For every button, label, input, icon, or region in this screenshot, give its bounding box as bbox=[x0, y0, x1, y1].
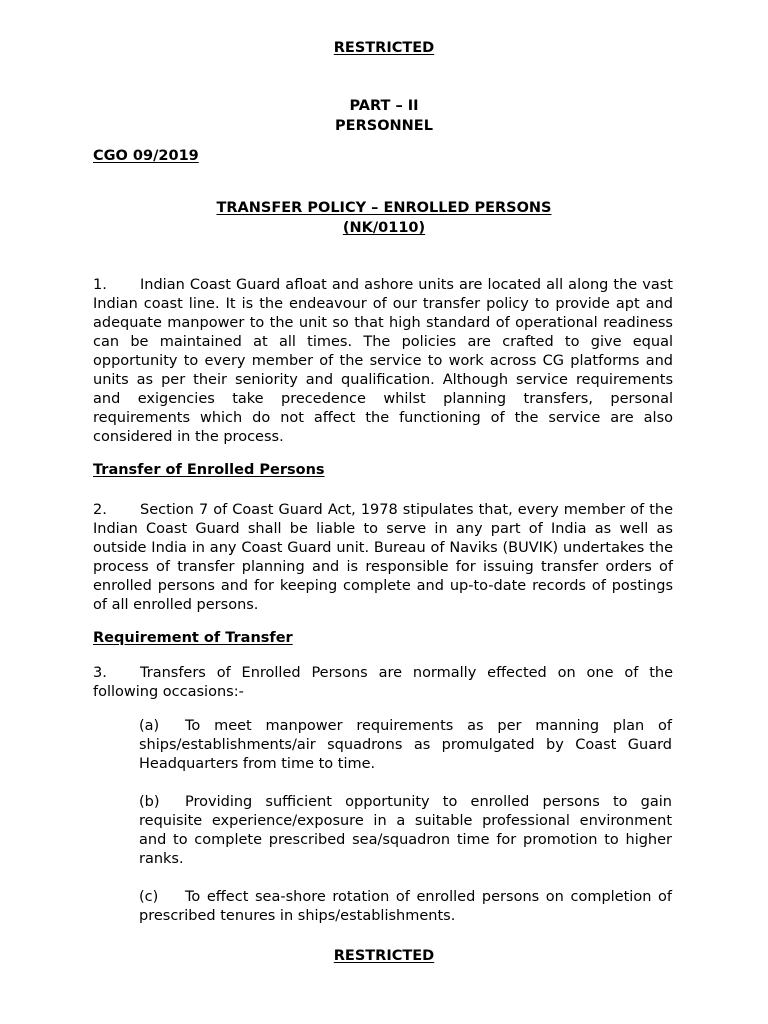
sub-item-c bbox=[139, 888, 672, 926]
paragraph-number: 2. bbox=[93, 502, 107, 518]
sub-item-a bbox=[139, 717, 672, 774]
paragraph-text: Section 7 of Coast Guard Act, 1978 stipulates that, every member of the Indian Coast Guard shall be liable to serve in any part of India as well as outside India in any Coast Guard unit. Bureau of Naviks (BUVIK) undertakes the process of transfer planning and is responsible for issuing transfer orders of enrolled persons and for keeping complete and up-to-date records of postings of all enrolled persons. bbox=[93, 502, 673, 613]
paragraph-number: 3. bbox=[93, 665, 107, 681]
paragraph-2 bbox=[93, 501, 673, 615]
paragraph-3 bbox=[93, 664, 673, 702]
sub-item-text: Providing sufficient opportunity to enrolled persons to gain requisite experience/exposure in a suitable professional environment and to complete prescribed sea/squadron time for promotion to higher ranks. bbox=[139, 794, 672, 867]
document-title: TRANSFER POLICY – ENROLLED PERSONS bbox=[216, 200, 552, 216]
sub-item-label: (c) bbox=[139, 889, 159, 905]
sub-item-label: (b) bbox=[139, 794, 160, 810]
paragraph-text: Indian Coast Guard afloat and ashore units are located all along the vast Indian coast line. It is the endeavour of our transfer policy to provide apt and adequate manpower to the unit so that high standard of operational readiness can be maintained at all times. The policies are crafted to give equal opportunity to every member of the service to work across CG platforms and units as per their seniority and qualification. Although service requirements and exigencies take precedence whilst planning transfers, personal requirements which do not affect the functioning of the service are also considered in the process. bbox=[93, 277, 673, 445]
heading-transfer-of-enrolled-persons: Transfer of Enrolled Persons bbox=[93, 462, 325, 478]
sub-item-label: (a) bbox=[139, 718, 160, 734]
paragraph-1 bbox=[93, 276, 673, 447]
part-label: PART – II bbox=[349, 98, 419, 114]
file-reference: (NK/0110) bbox=[342, 220, 426, 236]
order-reference: CGO 09/2019 bbox=[93, 148, 199, 164]
paragraph-text: Transfers of Enrolled Persons are normally effected on one of the following occasions:- bbox=[93, 665, 673, 700]
classification-footer: RESTRICTED bbox=[333, 948, 435, 964]
classification-header: RESTRICTED bbox=[333, 40, 435, 56]
paragraph-number: 1. bbox=[93, 277, 107, 293]
sub-item-text: To meet manpower requirements as per manning plan of ships/establishments/air squadrons as promulgated by Coast Guard Headquarters from time to time. bbox=[139, 718, 672, 772]
section-label: PERSONNEL bbox=[335, 118, 433, 134]
sub-item-text: To effect sea-shore rotation of enrolled persons on completion of prescribed tenures in ships/establishments. bbox=[139, 889, 672, 924]
heading-requirement-of-transfer: Requirement of Transfer bbox=[93, 630, 293, 646]
sub-item-b bbox=[139, 793, 672, 869]
